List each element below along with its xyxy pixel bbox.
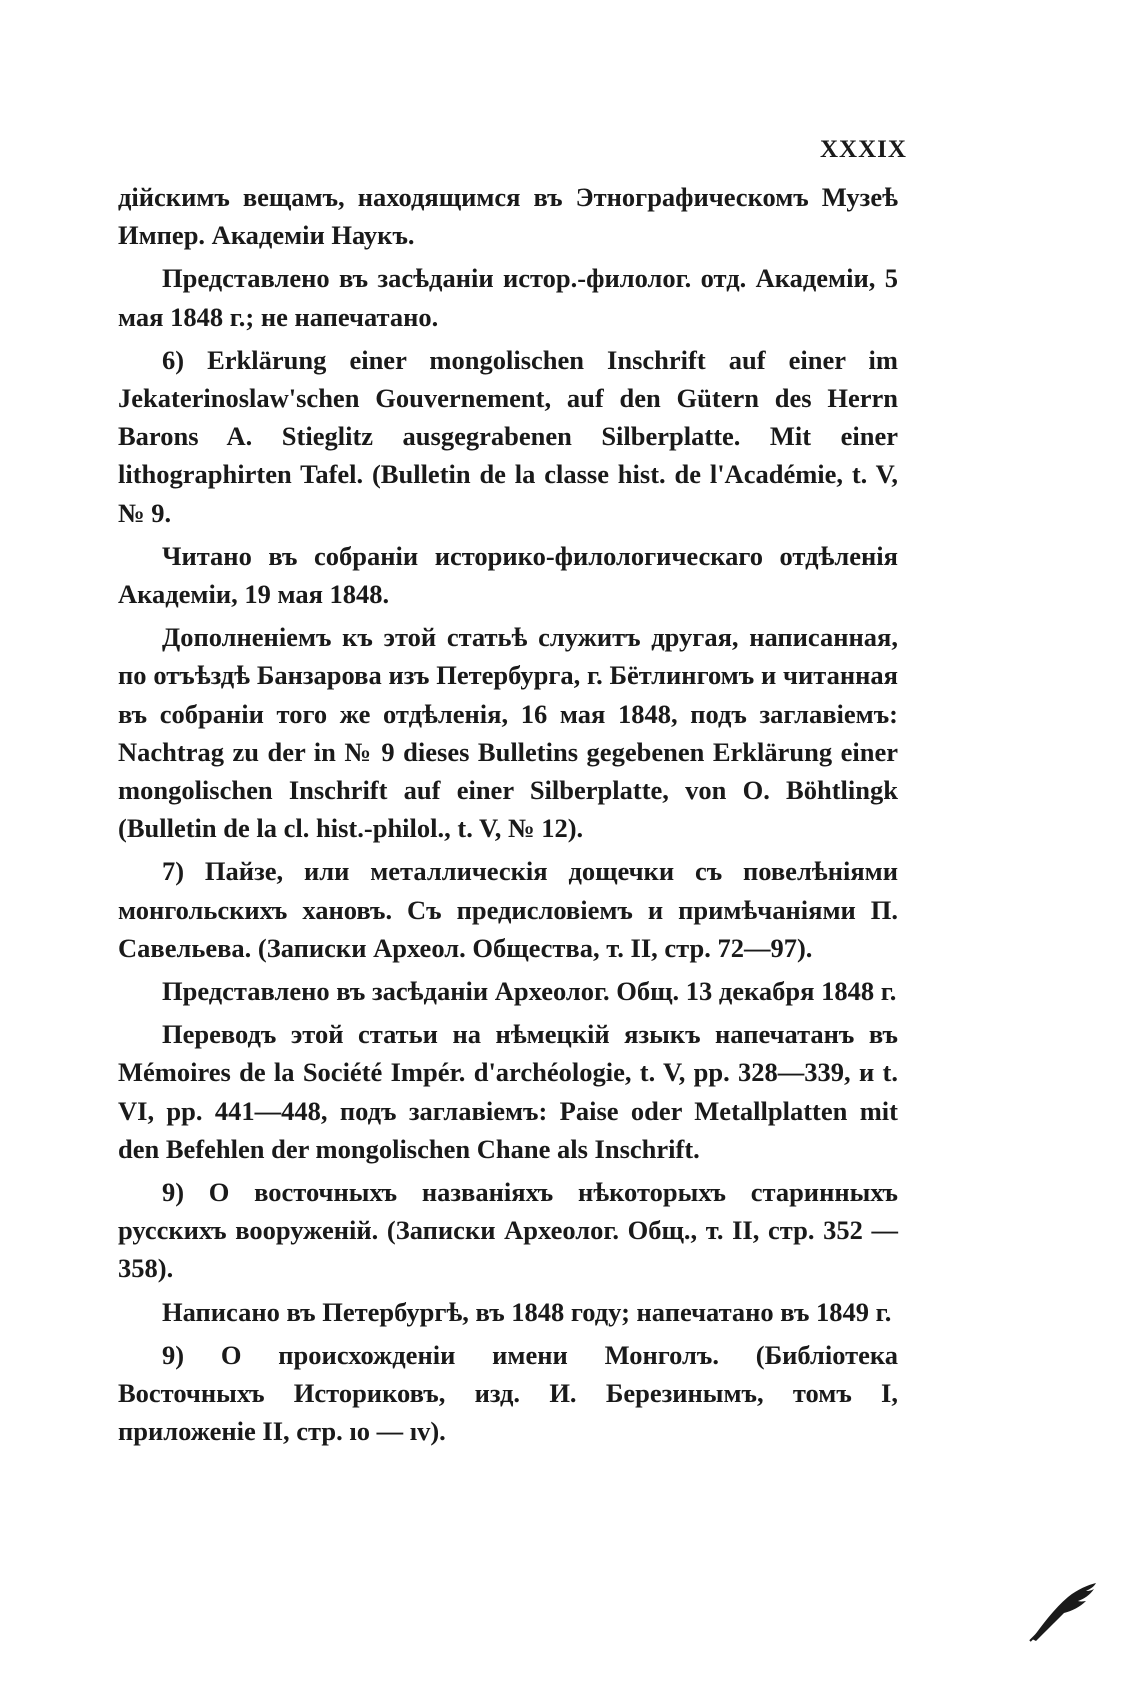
paragraph-7: Представлено въ засѣданіи Археолог. Общ. 13 декабря 1848 г. (162, 976, 897, 1007)
paragraph-8: Переводъ этой статьи на нѣмецкій языкъ напечатанъ въ Mémoires de la Société Impér. d'archéologie, t. V, pp. 328—339, и t. VI, pp. 441—448, подъ заглавіемъ: Paise oder Metallplatten mit den Befehlen der mongolischen Chane als Inschrift. (118, 1019, 898, 1164)
paragraph-11: 9) О происхожденіи имени Монголъ. (Библіотека Восточныхъ Историковъ, изд. И. Березинымъ, томъ I, приложеніе II, стр. ıo — ıv). (118, 1339, 898, 1447)
paragraph-10: Написано въ Петербургѣ, въ 1848 году; напечатано въ 1849 г. (162, 1296, 892, 1327)
paragraph-3: 6) Erklärung einer mongolischen Inschrift auf einer im Jekaterinoslaw'schen Gouvernement, auf den Gütern des Herrn Barons A. Stieglitz ausgegrabenen Silberplatte. Mit einer lithographirten Tafel. (Bulletin de la classe hist. de l'Académie, t. V, № 9. (118, 344, 898, 528)
paragraph-1: дійскимъ вещамъ, находящимся въ Этнографическомъ Музеѣ Импер. Академіи Наукъ. (118, 182, 898, 251)
paragraph-5: Дополненіемъ къ этой статьѣ служитъ другая, написанная, по отъѣздѣ Банзарова изъ Петербурга, г. Бётлингомъ и читанная въ собраніи того же отдѣленія, 16 мая 1848, подъ заглавіемъ: Nachtrag zu der in № 9 dieses Bulletins gegebenen Erklärung einer mongolischen Inschrift auf einer Silberplatte, von O. Böhtlingk (Bulletin de la cl. hist.-philol., t. V, № 12). (118, 622, 898, 844)
paragraph-6: 7) Пайзе, или металлическія дощечки съ повелѣніями монгольскихъ хановъ. Съ предисловіемъ и примѣчаніями П. Савельева. (Записки Археол. Общества, т. II, стр. 72—97). (118, 856, 898, 963)
paragraph-4: Читано въ собраніи историко-филологическаго отдѣленія Академіи, 19 мая 1848. (118, 540, 898, 610)
feather-icon (1028, 1573, 1100, 1643)
page-number: XXXIX (820, 136, 907, 163)
paragraph-2: Представлено въ засѣданіи истор.-филолог. отд. Академіи, 5 мая 1848 г.; не напечатано. (118, 263, 898, 332)
document-text (118, 178, 898, 1451)
paragraph-9: 9) О восточныхъ названіяхъ нѣкоторыхъ старинныхъ русскихъ вооруженій. (Записки Археолог. Общ., т. II, стр. 352 — 358). (118, 1177, 898, 1284)
